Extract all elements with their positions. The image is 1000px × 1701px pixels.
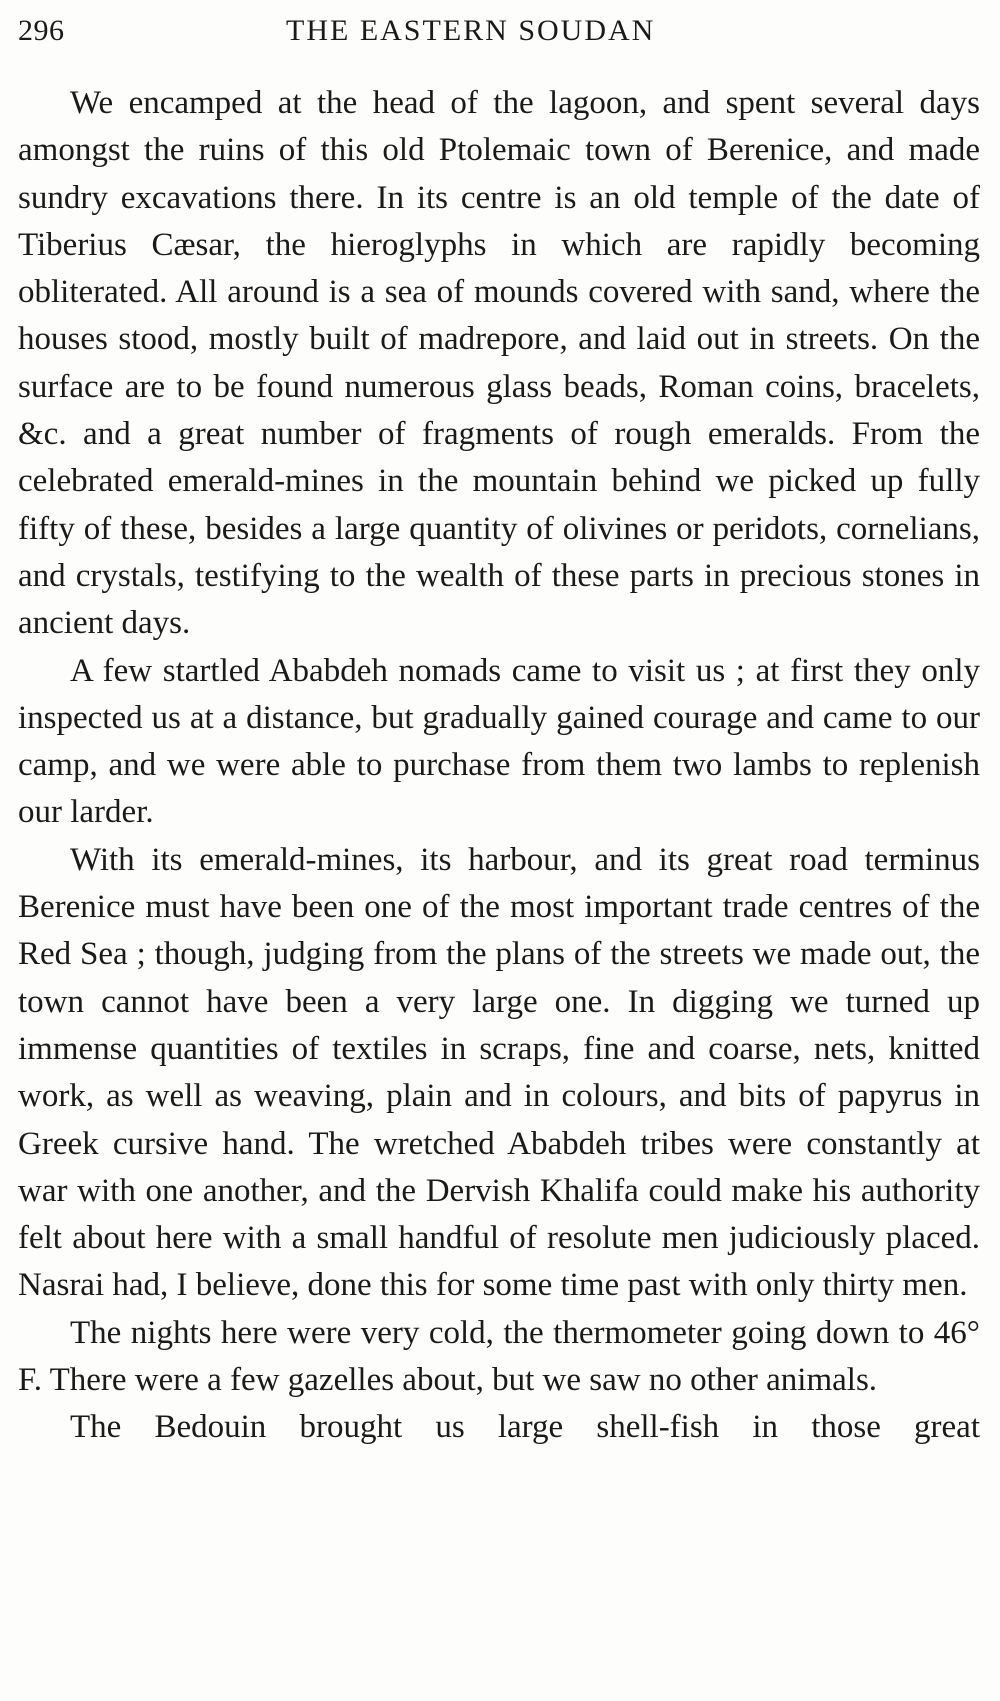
- paragraph-trade-centre: With its emerald-mines, its harbour, and its great road terminus Berenice must have been one of the most important trade centres of the Red Sea ; though, judging from the plans of the streets we made out, the town cannot have been a very large one. In digging we turned up immense quantities of textiles in scraps, fine and coarse, nets, knitted work, as well as weaving, plain and in colours, and bits of papyrus in Greek cursive hand. The wretched Ababdeh tribes were constantly at war with one another, and the Dervish Khalifa could make his authority felt about here with a small handful of resolute men judiciously placed. Nasrai had, I believe, done this for some time past with only thirty men.: [18, 841, 980, 1304]
- page-number: 296: [18, 14, 65, 47]
- paragraph-shell-fish: The Bedouin brought us large shell-fish in those great: [70, 1409, 980, 1446]
- paragraph-berenice-ruins: We encamped at the head of the lagoon, and spent several days amongst the ruins of this old Ptolemaic town of Berenice, and made sundry excavations there. In its centre is an old temple of the date of Tiberius Cæsar, the hieroglyphs in which are rapidly becoming obliterated. All around is a sea of mounds covered with sand, where the houses stood, mostly built of madrepore, and laid out in streets. On the surface are to be found numerous glass beads, Roman coins, bracelets, &c. and a great number of fragments of rough emeralds. From the celebrated emerald-mines in the mountain behind we picked up fully fifty of these, besides a large quantity of olivines or peridots, cornelians, and crystals, testifying to the wealth of these parts in precious stones in ancient days.: [18, 85, 980, 642]
- paragraph-cold-nights: The nights here were very cold, the thermometer going down to 46° F. There were a few gazelles about, but we saw no other animals.: [18, 1314, 980, 1399]
- page-header: [18, 14, 978, 54]
- paragraph-ababdeh-nomads: A few startled Ababdeh nomads came to visit us ; at first they only inspected us at a distance, but gradually gained courage and came to our camp, and we were able to purchase from them two lambs to replenish our larder.: [18, 652, 980, 831]
- running-head: THE EASTERN SOUDAN: [286, 14, 656, 47]
- body-text: [18, 80, 980, 1452]
